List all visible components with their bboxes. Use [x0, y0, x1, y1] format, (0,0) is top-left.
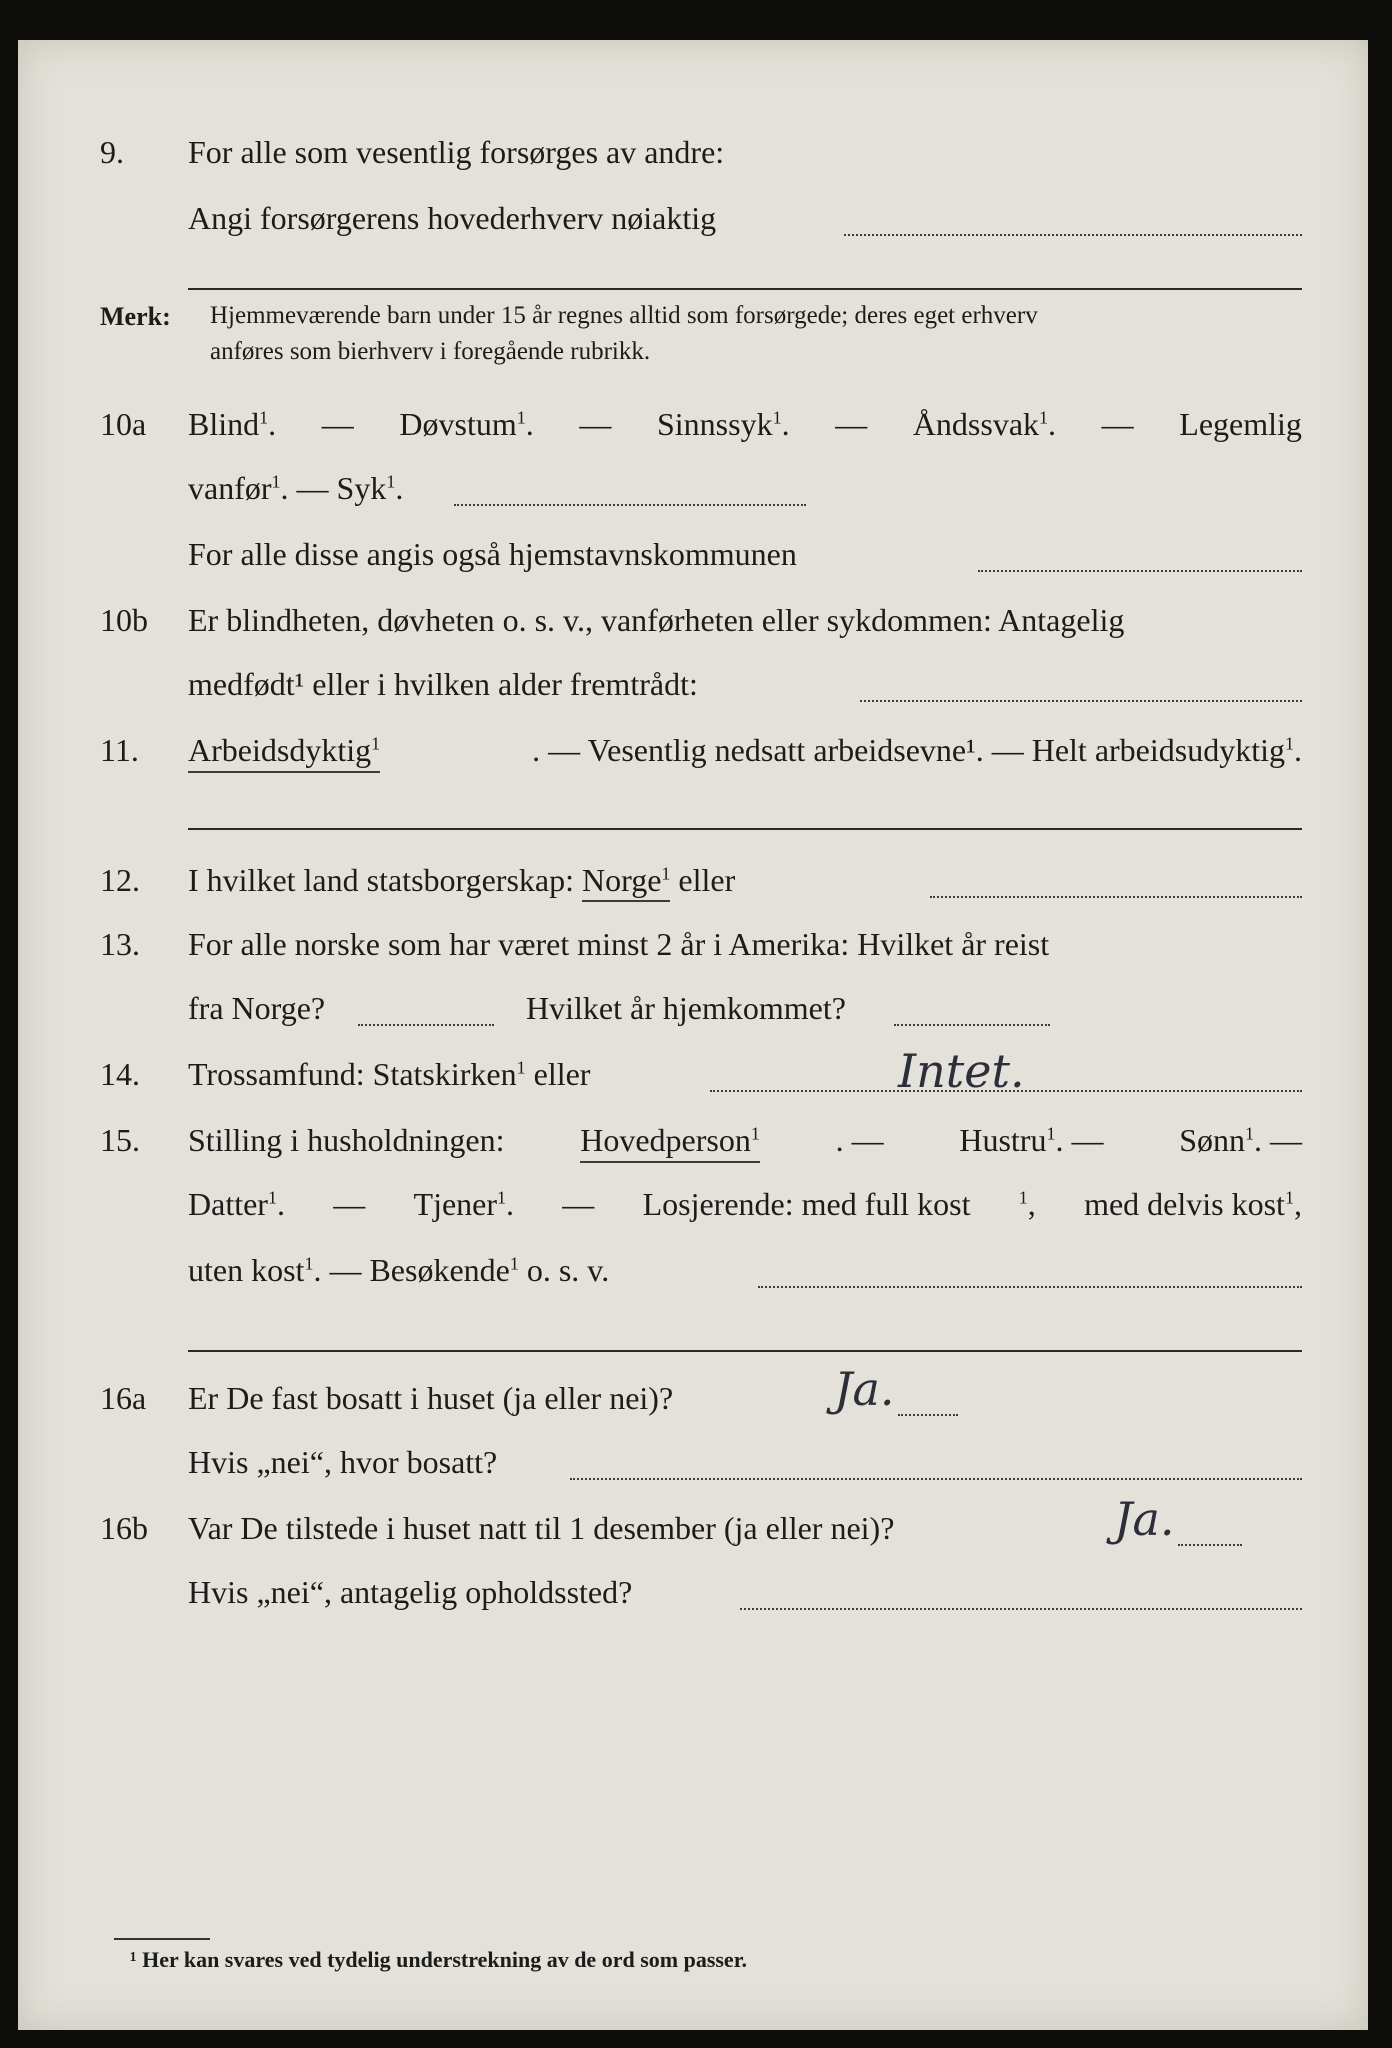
- question-13: [18, 920, 1368, 970]
- question-number: 10b: [100, 602, 148, 638]
- question-options: Blind$^1$. — Døvstum$^1$. — Sinnssyk$^1$. — Åndssvak$^1$. — Legemlig: [188, 406, 1302, 442]
- answer-line[interactable]: [894, 1024, 1050, 1026]
- answer-line[interactable]: [188, 828, 1302, 830]
- option-arbeidsdyktig-underlined: Arbeidsdyktig$^1$: [188, 732, 380, 773]
- question-15-line3: uten kost$^1$. — Besøkende$^1$ o. s. v.: [18, 1246, 1368, 1296]
- census-form-page: [18, 40, 1368, 2030]
- question-options: Datter$^1$. — Tjener$^1$. — Losjerende: med full kost $^1$, med delvis kost$^1$,: [188, 1186, 1302, 1222]
- question-number: 16b: [100, 1510, 148, 1546]
- answer-line[interactable]: [570, 1478, 1302, 1480]
- answer-line[interactable]: [898, 1414, 958, 1416]
- question-12: 12. I hvilket land statsborgerskap: Norge$^1$ eller: [18, 856, 1368, 906]
- question-text: Er De fast bosatt i huset (ja eller nei)?: [188, 1380, 674, 1416]
- question-text: I hvilket land statsborgerskap:: [188, 862, 574, 898]
- question-text: medfødt¹ eller i hvilken alder fremtrådt:: [188, 666, 698, 702]
- answer-line[interactable]: [930, 896, 1302, 898]
- option-blind: Blind$^1$.: [188, 406, 277, 442]
- question-10a-line2: [18, 464, 1368, 514]
- question-text: fra Norge?: [188, 990, 326, 1026]
- question-9: [18, 128, 1368, 178]
- question-16a-line2: [18, 1438, 1368, 1488]
- answer-line[interactable]: [844, 234, 1302, 236]
- question-number: 10a: [100, 406, 147, 442]
- note-label: Merk:: [100, 302, 171, 331]
- answer-line[interactable]: [188, 1350, 1302, 1352]
- question-13-line2: [18, 984, 1368, 1034]
- question-16b-line2: [18, 1568, 1368, 1618]
- option-sinnssyk: Sinnssyk$^1$.: [656, 406, 790, 442]
- question-options: Arbeidsdyktig$^1$ . — Vesentlig nedsatt arbeidsevne¹. — Helt arbeidsudyktig$^1$.: [188, 732, 1302, 773]
- question-11: [18, 726, 1368, 776]
- footnote: ¹ Her kan svares ved tydelig understrekning av de ord som passer.: [130, 1947, 747, 1972]
- question-text: Angi forsørgerens hovederhverv nøiaktig: [188, 200, 717, 236]
- option-andssvak: Åndssvak$^1$.: [912, 406, 1057, 442]
- question-number: 14.: [100, 1056, 140, 1092]
- option-legemlig: Legemlig: [1179, 406, 1302, 442]
- question-number: 12.: [100, 862, 140, 898]
- handwritten-answer-16a: Ja.: [834, 1362, 895, 1416]
- question-text: Trossamfund: Statskirken: [188, 1056, 517, 1092]
- question-options: Stilling i husholdningen: Hovedperson$^1$ . — Hustru$^1$. — Sønn$^1$. —: [188, 1122, 1302, 1163]
- question-number: 16a: [100, 1380, 147, 1416]
- question-number: 13.: [100, 926, 140, 962]
- answer-line[interactable]: [1178, 1544, 1242, 1546]
- question-10b-line2: [18, 660, 1368, 710]
- option-hovedperson-underlined: Hovedperson$^1$: [580, 1122, 760, 1163]
- question-15: [18, 1116, 1368, 1166]
- answer-line[interactable]: [188, 288, 1302, 290]
- question-10a: [18, 400, 1368, 450]
- question-14: 14. Trossamfund: Statskirken$^1$ eller: [18, 1050, 1368, 1100]
- question-text: Hvilket år hjemkommet?: [526, 990, 846, 1026]
- question-text: Hvis „nei“, hvor bosatt?: [188, 1444, 498, 1480]
- answer-line[interactable]: [978, 570, 1302, 572]
- question-text: Er blindheten, døvheten o. s. v., vanførheten eller sykdommen: Antagelig: [188, 602, 1125, 638]
- option-norge-underlined: Norge$^1$: [582, 862, 670, 902]
- answer-line[interactable]: [860, 700, 1302, 702]
- question-10a-line3: [18, 530, 1368, 580]
- question-text: Var De tilstede i huset natt til 1 desember (ja eller nei)?: [188, 1510, 895, 1546]
- answer-line[interactable]: [454, 504, 806, 506]
- answer-line[interactable]: [740, 1608, 1302, 1610]
- handwritten-answer-16b: Ja.: [1114, 1492, 1175, 1546]
- question-16a: [18, 1374, 1368, 1424]
- question-text: Hvis „nei“, antagelig opholdssted?: [188, 1574, 633, 1610]
- handwritten-answer-14: Intet.: [898, 1044, 1025, 1098]
- answer-line[interactable]: [358, 1024, 494, 1026]
- question-number: 9.: [100, 134, 124, 170]
- option-dovstum: Døvstum$^1$.: [399, 406, 534, 442]
- answer-line[interactable]: [758, 1286, 1302, 1288]
- note-text: Hjemmeværende barn under 15 år regnes alltid som forsørgede; deres eget erhverv: [210, 302, 1038, 329]
- question-10b: [18, 596, 1368, 646]
- footnote-divider: [114, 1938, 210, 1940]
- question-text: vanfør$^1$. — Syk$^1$.: [188, 470, 404, 506]
- question-text: For alle disse angis også hjemstavnskommunen: [188, 536, 797, 572]
- question-9-line2: [18, 194, 1368, 244]
- question-number: 15.: [100, 1122, 140, 1158]
- note-text: anføres som bierhverv i foregående rubrikk.: [210, 338, 651, 365]
- question-number: 11.: [100, 732, 139, 768]
- question-text: For alle som vesentlig forsørges av andre:: [188, 134, 725, 170]
- question-15-line2: [18, 1180, 1368, 1230]
- question-text: For alle norske som har været minst 2 år i Amerika: Hvilket år reist: [188, 926, 1050, 962]
